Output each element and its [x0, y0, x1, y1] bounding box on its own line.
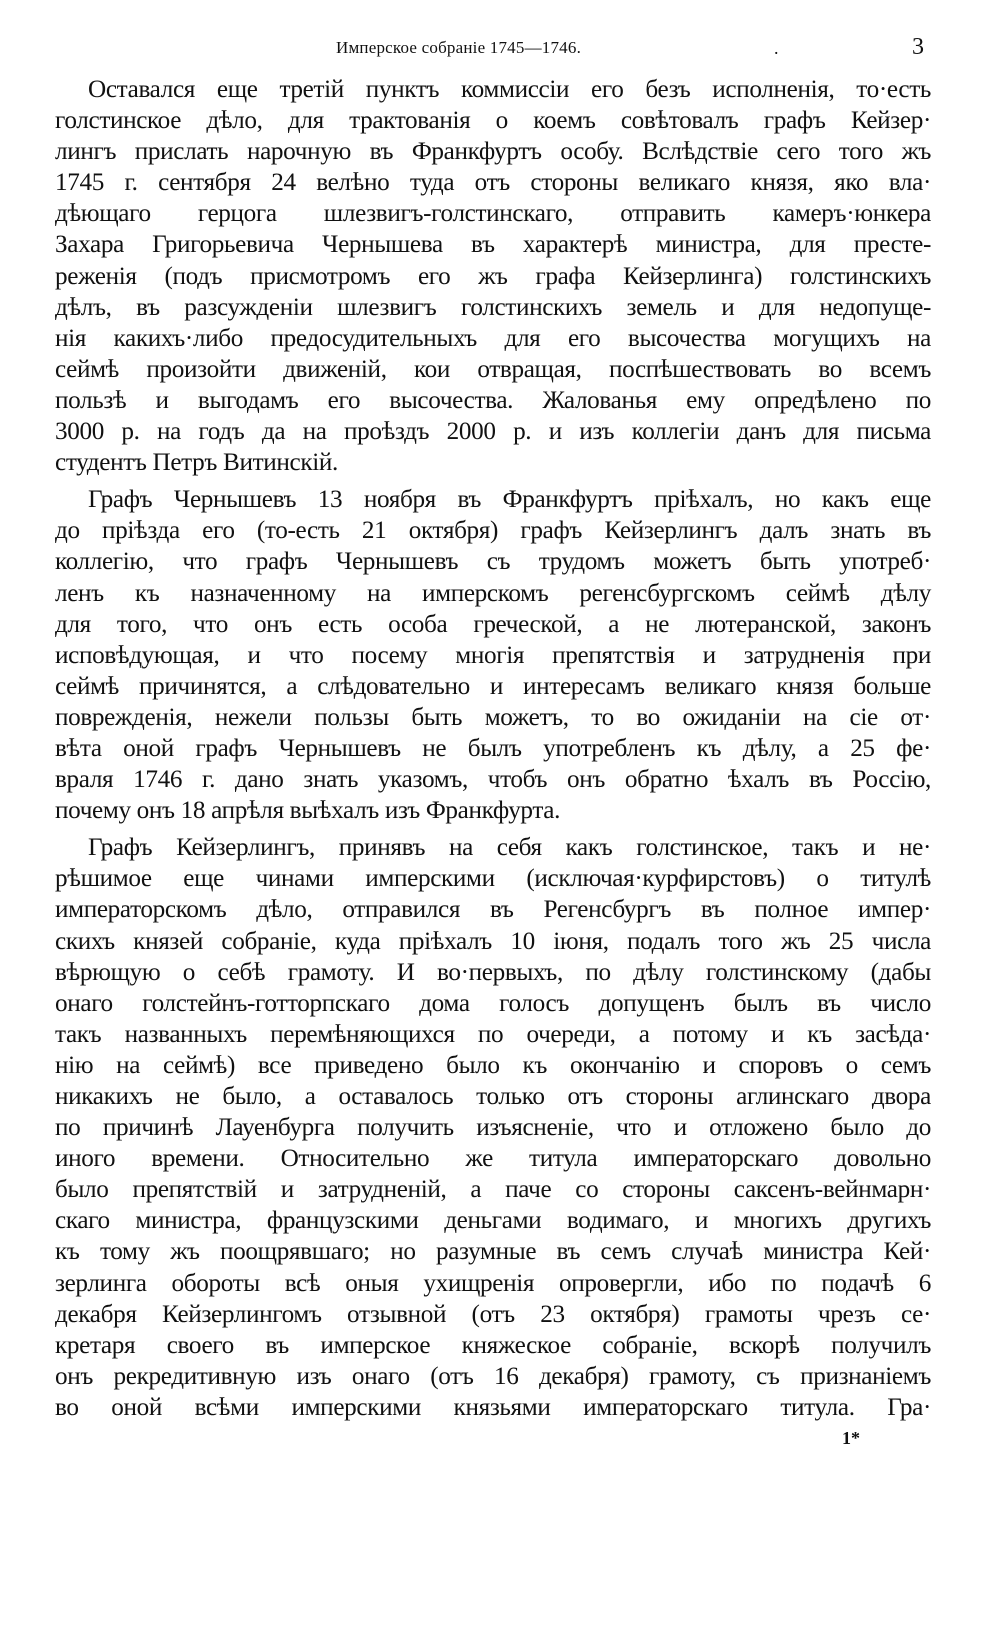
text-line: Оставался еще третій пунктъ коммиссіи его безъ исполненія, то·есть: [88, 76, 931, 103]
text-line: для того, что онъ есть особа греческой, а не лютеранской, законъ: [55, 610, 931, 638]
text-line: до пріѣзда его (то-есть 21 октября) графъ Кейзерлингъ далъ знать въ: [55, 517, 931, 545]
text-line: голстинское дѣло, для трактованія о коемъ совѣтовалъ графъ Кейзер·: [55, 107, 931, 135]
paragraph: [55, 832, 931, 1423]
text-line: дѣлъ, въ разсужденіи шлезвигъ голстинскихъ земель и для недопуще-: [55, 293, 931, 321]
text-line: вѣта оной графъ Чернышевъ не былъ употребленъ къ дѣлу, а 25 фе·: [55, 734, 931, 762]
text-line: нія какихъ·либо предосудительныхъ для его высочества могущихъ на: [55, 324, 931, 352]
text-line: 3000 р. на годъ да на проѣздъ 2000 р. и изъ коллегіи данъ для письма: [55, 418, 931, 446]
text-line: вѣрющую о себѣ грамоту. И во·первыхъ, по дѣлу голстинскому (дабы: [55, 958, 931, 986]
text-line: исповѣдующая, и что посему многія препятствія и затрудненія при: [55, 641, 931, 669]
text-line: сеймѣ произойти движеній, кои отвращая, поспѣшествовать во всемъ: [55, 355, 931, 383]
text-line: ленъ къ назначенному на имперскомъ регенсбургскомъ сеймѣ дѣлу: [55, 579, 931, 607]
text-line: кретаря своего въ имперское княжеское собраніе, вскорѣ получилъ: [55, 1331, 931, 1359]
text-line: императорскомъ дѣло, отправился въ Регенсбургъ въ полное импер·: [55, 896, 931, 924]
body-text: [55, 74, 931, 1423]
text-line: враля 1746 г. дано знать указомъ, чтобъ онъ обратно ѣхалъ въ Россію,: [55, 766, 931, 794]
text-line: къ тому жъ поощрявшаго; но разумные въ семъ случаѣ министра Кей·: [55, 1238, 931, 1266]
signature-mark: 1*: [842, 1428, 860, 1448]
text-line: декабря Кейзерлингомъ отзывной (отъ 23 октября) грамоты чрезъ се·: [55, 1300, 931, 1328]
text-line: сеймѣ причинятся, а слѣдовательно и интересамъ великаго князя больше: [55, 672, 931, 700]
text-line: студентъ Петръ Витинскій.: [55, 449, 338, 477]
text-line: онаго голстейнъ-готторпскаго дома голосъ допущенъ былъ въ число: [55, 989, 931, 1017]
text-line: такъ названныхъ перемѣняющихся по очереди, а потому и къ засѣда·: [55, 1020, 931, 1048]
text-line: было препятствій и затрудненій, а паче со стороны саксенъ-вейнмарн·: [55, 1176, 931, 1204]
paragraph: [55, 484, 931, 826]
text-line: нію на сеймѣ) все приведено было къ окончанію и споровъ о семъ: [55, 1051, 931, 1079]
text-line: Захара Григорьевича Чернышева въ характерѣ министра, для престе-: [55, 231, 931, 259]
text-line: по причинѣ Лауенбурга получить изъясненіе, что и отложено было до: [55, 1114, 931, 1142]
text-line: 1745 г. сентября 24 велѣно туда отъ стороны великаго князя, яко вла·: [55, 169, 931, 197]
text-line: пользѣ и выгодамъ его высочества. Жалованья ему опредѣлено по: [55, 386, 931, 414]
text-line: зерлинга обороты всѣ оныя ухищренія опровергли, ибо по подачѣ 6: [55, 1269, 931, 1297]
text-line: скихъ князей собраніе, куда пріѣхалъ 10 іюня, подалъ того жъ 25 числа: [55, 927, 931, 955]
paragraph: [55, 74, 931, 478]
text-line: скаго министра, французскими деньгами водимаго, и многихъ другихъ: [55, 1207, 931, 1235]
text-line: Графъ Чернышевъ 13 ноября въ Франкфуртъ пріѣхалъ, но какъ еще: [88, 486, 931, 514]
text-line: коллегію, что графъ Чернышевъ съ трудомъ можетъ быть употреб·: [55, 548, 931, 576]
running-title: Имперское собраніе 1745—1746.: [336, 38, 582, 57]
text-line: во оной всѣми имперскими князьями императорскаго титула. Гра·: [55, 1393, 931, 1421]
text-line: реженія (подъ присмотромъ его жъ графа Кейзерлинга) голстинскихъ: [55, 262, 931, 290]
page-header: [0, 34, 984, 64]
page-number: 3: [912, 34, 924, 60]
text-line: дѣющаго герцога шлезвигъ-голстинскаго, отправить камеръ·юнкера: [55, 200, 931, 228]
text-line: иного времени. Относительно же титула императорскаго довольно: [55, 1145, 931, 1173]
text-line: лингъ прислать нарочную въ Франкфуртъ особу. Вслѣдствіе сего того жъ: [55, 138, 931, 166]
text-line: никакихъ не было, а оставалось только отъ стороны аглинскаго двора: [55, 1083, 931, 1110]
text-line: почему онъ 18 апрѣля выѣхалъ изъ Франкфурта.: [55, 797, 561, 825]
header-separator: .: [774, 38, 779, 58]
text-line: Графъ Кейзерлингъ, принявъ на себя какъ голстинское, такъ и не·: [88, 834, 931, 862]
text-line: рѣшимое еще чинами имперскими (исключая·курфирстовъ) о титулѣ: [55, 865, 931, 893]
text-line: онъ рекредитивную изъ онаго (отъ 16 декабря) грамоту, съ признаніемъ: [55, 1362, 931, 1390]
text-line: поврежденія, нежели пользы быть можетъ, то во ожиданіи на сіе от·: [55, 703, 931, 731]
